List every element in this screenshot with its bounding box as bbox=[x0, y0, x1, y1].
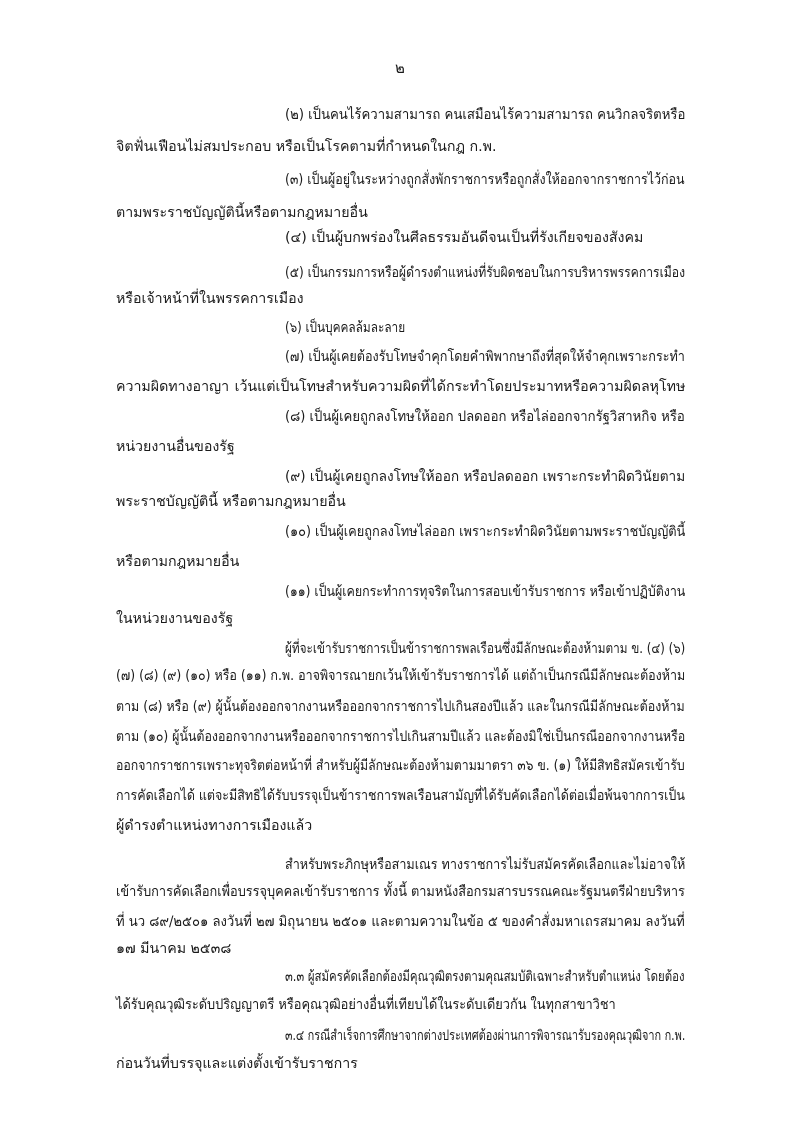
text-line: เข้ารับการคัดเลือกเพื่อบรรจุบุคคลเข้ารับราชการ ทั้งนี้ ตามหนังสือกรมสารบรรณคณะรัฐมนตรีฝ่ายบริหาร bbox=[116, 884, 685, 900]
text-line: สำหรับพระภิกษุหรือสามเณร ทางราชการไม่รับสมัครคัดเลือกและไม่อาจให้ bbox=[285, 857, 686, 873]
text-line: หรือเจ้าหน้าที่ในพรรคการเมือง bbox=[116, 291, 304, 307]
text-line: ได้รับคุณวุฒิระดับปริญญาตรี หรือคุณวุฒิอย่างอื่นที่เทียบได้ในระดับเดียวกัน ในทุกสาขาวิชา bbox=[116, 997, 616, 1013]
text-line: ผู้ดำรงตำแหน่งทางการเมืองแล้ว bbox=[116, 818, 313, 834]
text-line: ผู้ที่จะเข้ารับราชการเป็นข้าราชการพลเรือนซึ่งมีลักษณะต้องห้ามตาม ข. (๔) (๖) bbox=[285, 641, 686, 657]
text-line: ๓.๔ กรณีสำเร็จการศึกษาจากต่างประเทศต้องผ่านการพิจารณารับรองคุณวุฒิจาก ก.พ. bbox=[285, 1028, 686, 1044]
text-line: ความผิดทางอาญา เว้นแต่เป็นโทษสำหรับความผิดที่ได้กระทำโดยประมาทหรือความผิดลหุโทษ bbox=[116, 379, 686, 395]
text-line: ตามพระราชบัญญัตินี้หรือตามกฎหมายอื่น bbox=[116, 205, 368, 221]
text-line: (๑๑) เป็นผู้เคยกระทำการทุจริตในการสอบเข้ารับราชการ หรือเข้าปฏิบัติงาน bbox=[285, 584, 686, 600]
page-number: ๒ bbox=[395, 59, 405, 77]
text-line: (๗) เป็นผู้เคยต้องรับโทษจำคุกโดยคำพิพากษาถึงที่สุดให้จำคุกเพราะกระทำ bbox=[285, 349, 685, 365]
text-line: หรือตามกฎหมายอื่น bbox=[116, 554, 240, 570]
text-line: ที่ นว ๘๙/๒๕๐๑ ลงวันที่ ๒๗ มิถุนายน ๒๕๐๑ และตามความในข้อ ๕ ของคำสั่งมหาเถรสมาคม ลงวันที่ bbox=[116, 914, 685, 930]
text-line: ในหน่วยงานของรัฐ bbox=[116, 611, 234, 627]
text-line: การคัดเลือกได้ แต่จะมีสิทธิได้รับบรรจุเป็นข้าราชการพลเรือนสามัญที่ได้รับคัดเลือกได้ต่อเมื่อพ้นจากการเป็น bbox=[116, 788, 685, 804]
text-line: พระราชบัญญัตินี้ หรือตามกฎหมายอื่น bbox=[116, 494, 346, 510]
text-line: (๓) เป็นผู้อยู่ในระหว่างถูกสั่งพักราชการหรือถูกสั่งให้ออกจากราชการไว้ก่อน bbox=[285, 172, 685, 188]
text-line: ออกจากราชการเพราะทุจริตต่อหน้าที่ สำหรับผู้มีลักษณะต้องห้ามตามมาตรา ๓๖ ข. (๑) ให้มีสิทธิสมัครเข้ารับ bbox=[116, 758, 685, 774]
text-line: (๙) เป็นผู้เคยถูกลงโทษให้ออก หรือปลดออก เพราะกระทำผิดวินัยตาม bbox=[285, 469, 686, 485]
text-line: (๕) เป็นกรรมการหรือผู้ดำรงตำแหน่งที่รับผิดชอบในการบริหารพรรคการเมือง bbox=[285, 265, 686, 281]
text-line: จิตฟั่นเฟือนไม่สมประกอบ หรือเป็นโรคตามที่กำหนดในกฎ ก.พ. bbox=[116, 139, 497, 155]
text-line: (๑๐) เป็นผู้เคยถูกลงโทษไล่ออก เพราะกระทำผิดวินัยตามพระราชบัญญัตินี้ bbox=[285, 524, 686, 540]
text-line: (๗) (๘) (๙) (๑๐) หรือ (๑๑) ก.พ. อาจพิจารณายกเว้นให้เข้ารับราชการได้ แต่ถ้าเป็นกรณีมีลักษณะต้องห้าม bbox=[116, 668, 686, 684]
text-line: ก่อนวันที่บรรจุและแต่งตั้งเข้ารับราชการ bbox=[116, 1056, 358, 1072]
text-line: ๓.๓ ผู้สมัครคัดเลือกต้องมีคุณวุฒิตรงตามคุณสมบัติเฉพาะสำหรับตำแหน่ง โดยต้อง bbox=[285, 969, 685, 985]
text-line: ๑๗ มีนาคม ๒๕๓๘ bbox=[116, 941, 232, 957]
text-line: ตาม (๑๐) ผู้นั้นต้องออกจากงานหรือออกจากราชการไปเกินสามปีแล้ว และต้องมิใช่เป็นกรณีออกจากงานหรือ bbox=[116, 729, 686, 745]
text-line: ตาม (๘) หรือ (๙) ผู้นั้นต้องออกจากงานหรือออกจากราชการไปเกินสองปีแล้ว และในกรณีมีลักษณะต้องห้าม bbox=[116, 699, 685, 715]
text-line: (๘) เป็นผู้เคยถูกลงโทษให้ออก ปลดออก หรือไล่ออกจากรัฐวิสาหกิจ หรือ bbox=[285, 409, 685, 425]
text-line: (๔) เป็นผู้บกพร่องในศีลธรรมอันดีจนเป็นที่รังเกียจของสังคม bbox=[285, 230, 644, 246]
text-line: (๒) เป็นคนไร้ความสามารถ คนเสมือนไร้ความสามารถ คนวิกลจริตหรือ bbox=[285, 107, 686, 123]
text-line: (๖) เป็นบุคคลล้มละลาย bbox=[285, 320, 406, 336]
text-line: หน่วยงานอื่นของรัฐ bbox=[116, 439, 235, 455]
